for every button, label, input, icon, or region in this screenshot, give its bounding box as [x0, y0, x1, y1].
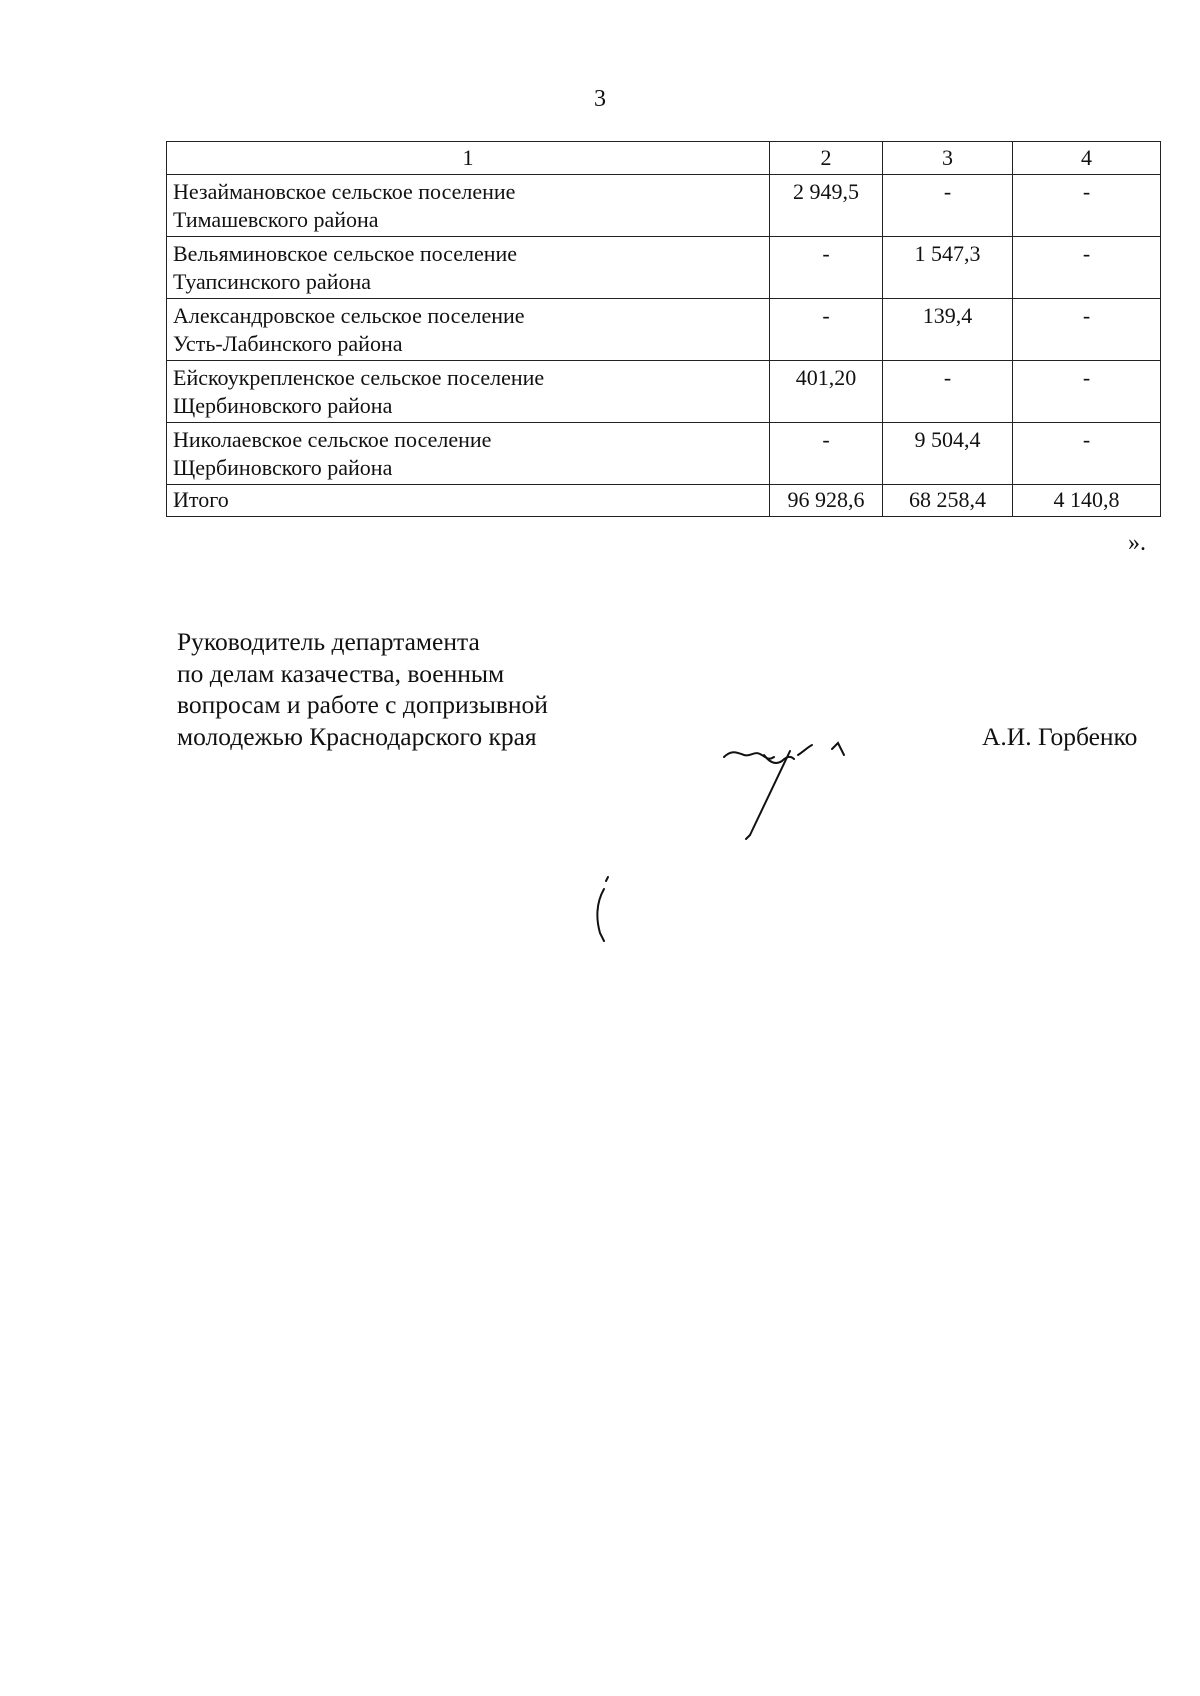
column-3-value: 9 504,4 [883, 423, 1013, 485]
total-label: Итого [167, 485, 770, 517]
table-header-row [167, 142, 1161, 175]
total-column-2: 96 928,6 [770, 485, 883, 517]
pen-stroke-mark [592, 875, 622, 945]
total-column-3: 68 258,4 [883, 485, 1013, 517]
column-3-value: - [883, 361, 1013, 423]
settlement-name: Николаевское сельское поселение Щербиновского района [167, 423, 770, 485]
signatory-position: Руководитель департамента по делам казачества, военным вопросам и работе с допризывной молодежью Краснодарского края [177, 627, 548, 751]
table-row [167, 175, 1161, 237]
column-header: 3 [883, 142, 1013, 175]
allocation-table [166, 141, 1161, 517]
closing-quote: ». [1128, 530, 1146, 556]
column-2-value: - [770, 237, 883, 299]
column-4-value: - [1013, 175, 1161, 237]
settlement-name: Александровское сельское поселение Усть-Лабинского района [167, 299, 770, 361]
signatory-name: А.И. Горбенко [982, 722, 1138, 751]
settlement-name: Незаймановское сельское поселение Тимашевского района [167, 175, 770, 237]
column-header: 2 [770, 142, 883, 175]
page-number: 3 [594, 86, 606, 112]
total-row [167, 485, 1161, 517]
settlement-name: Вельяминовское сельское поселение Туапсинского района [167, 237, 770, 299]
column-header: 4 [1013, 142, 1161, 175]
table-row [167, 299, 1161, 361]
column-2-value: 2 949,5 [770, 175, 883, 237]
column-2-value: 401,20 [770, 361, 883, 423]
column-4-value: - [1013, 361, 1161, 423]
column-4-value: - [1013, 299, 1161, 361]
settlement-name: Ейскоукрепленское сельское поселение Щербиновского района [167, 361, 770, 423]
table-row [167, 423, 1161, 485]
column-3-value: 139,4 [883, 299, 1013, 361]
column-4-value: - [1013, 237, 1161, 299]
total-column-4: 4 140,8 [1013, 485, 1161, 517]
table-row [167, 237, 1161, 299]
column-2-value: - [770, 423, 883, 485]
column-3-value: 1 547,3 [883, 237, 1013, 299]
column-2-value: - [770, 299, 883, 361]
column-header: 1 [167, 142, 770, 175]
handwritten-signature [720, 735, 860, 845]
column-3-value: - [883, 175, 1013, 237]
table-row [167, 361, 1161, 423]
column-4-value: - [1013, 423, 1161, 485]
